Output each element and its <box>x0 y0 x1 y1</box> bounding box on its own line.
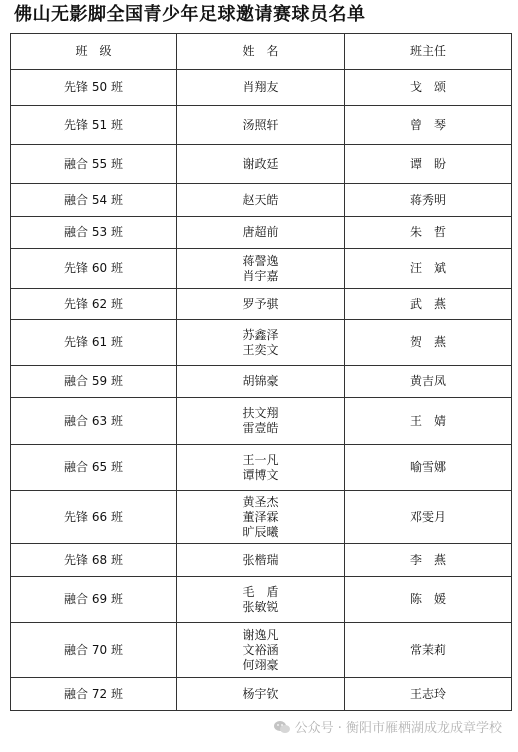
table-row <box>11 289 512 320</box>
table-row <box>11 70 512 106</box>
player-name: 赵天皓 <box>242 192 279 207</box>
teacher-cell: 朱 哲 <box>345 217 512 249</box>
class-cell: 融合 63 班 <box>11 398 177 445</box>
names-cell <box>177 70 345 106</box>
player-name: 谭博文 <box>242 467 279 482</box>
table-row <box>11 145 512 184</box>
names-cell <box>177 217 345 249</box>
class-cell: 先锋 61 班 <box>11 320 177 366</box>
roster-body <box>11 70 512 711</box>
names-cell <box>177 366 345 398</box>
player-name: 胡锦豪 <box>242 374 279 388</box>
table-row <box>11 320 512 366</box>
class-cell: 融合 65 班 <box>11 445 177 491</box>
names-cell <box>177 445 345 491</box>
names-cell <box>177 106 345 145</box>
player-name: 王一凡 <box>242 452 279 467</box>
watermark-text: 公众号 · 衡阳市雁栖湖成龙成章学校 <box>294 721 502 736</box>
roster-table <box>10 33 512 711</box>
player-name: 汤照轩 <box>242 117 279 132</box>
player-name: 杨宇钦 <box>242 686 279 701</box>
teacher-cell: 李 燕 <box>345 544 512 577</box>
class-cell: 融合 53 班 <box>11 217 177 249</box>
teacher-cell: 王志玲 <box>345 678 512 711</box>
wechat-icon <box>273 720 291 734</box>
player-name: 董泽霖 <box>242 509 279 524</box>
teacher-cell: 曾 琴 <box>345 106 512 145</box>
table-row <box>11 491 512 544</box>
teacher-cell: 王 婧 <box>345 398 512 445</box>
names-cell <box>177 398 345 445</box>
page-title: 佛山无影脚全国青少年足球邀请赛球员名单 <box>14 4 366 25</box>
class-cell: 先锋 62 班 <box>11 289 177 320</box>
player-name: 罗予骐 <box>242 296 279 311</box>
names-cell <box>177 249 345 289</box>
table-row <box>11 366 512 398</box>
table-row <box>11 106 512 145</box>
names-cell <box>177 320 345 366</box>
header-teacher: 班主任 <box>345 34 512 70</box>
table-header-row <box>11 34 512 70</box>
names-cell <box>177 577 345 623</box>
player-name: 肖宇嘉 <box>242 268 279 283</box>
player-name: 张敏锐 <box>242 599 279 614</box>
teacher-cell: 汪 斌 <box>345 249 512 289</box>
class-cell: 融合 55 班 <box>11 145 177 184</box>
player-name: 黄圣杰 <box>242 494 279 509</box>
player-name: 苏鑫泽 <box>242 327 279 342</box>
class-cell: 先锋 60 班 <box>11 249 177 289</box>
player-name: 文裕涵 <box>242 642 279 657</box>
table-row <box>11 544 512 577</box>
table-row <box>11 678 512 711</box>
class-cell: 融合 70 班 <box>11 623 177 678</box>
player-name: 唐超前 <box>242 225 279 239</box>
teacher-cell: 武 燕 <box>345 289 512 320</box>
player-name: 扶文翔 <box>242 406 279 420</box>
table-row <box>11 398 512 445</box>
player-name: 王奕文 <box>242 342 279 357</box>
player-name: 肖翔友 <box>242 80 279 94</box>
teacher-cell: 邓雯月 <box>345 491 512 544</box>
names-cell <box>177 623 345 678</box>
class-cell: 先锋 66 班 <box>11 491 177 544</box>
table-row <box>11 249 512 289</box>
class-cell: 融合 59 班 <box>11 366 177 398</box>
teacher-cell: 蒋秀明 <box>345 184 512 217</box>
table-row <box>11 184 512 217</box>
teacher-cell: 陈 媛 <box>345 577 512 623</box>
header-class: 班 级 <box>11 34 177 70</box>
teacher-cell: 贺 燕 <box>345 320 512 366</box>
class-cell: 先锋 50 班 <box>11 70 177 106</box>
header-name: 姓 名 <box>177 34 345 70</box>
teacher-cell: 黄吉凤 <box>345 366 512 398</box>
player-name: 谢逸凡 <box>242 627 279 642</box>
names-cell <box>177 491 345 544</box>
player-name: 雷壹皓 <box>242 421 279 435</box>
class-cell: 先锋 68 班 <box>11 544 177 577</box>
class-cell: 融合 54 班 <box>11 184 177 217</box>
names-cell <box>177 544 345 577</box>
player-name: 谢政廷 <box>242 156 279 171</box>
names-cell <box>177 289 345 320</box>
teacher-cell: 戈 颂 <box>345 70 512 106</box>
class-cell: 先锋 51 班 <box>11 106 177 145</box>
teacher-cell: 谭 盼 <box>345 145 512 184</box>
watermark <box>273 717 502 736</box>
player-name: 张楷瑞 <box>242 552 279 567</box>
player-name: 旷辰曦 <box>242 524 279 539</box>
table-row <box>11 623 512 678</box>
names-cell <box>177 678 345 711</box>
names-cell <box>177 184 345 217</box>
table-row <box>11 577 512 623</box>
class-cell: 融合 72 班 <box>11 678 177 711</box>
table-row <box>11 217 512 249</box>
table-row <box>11 445 512 491</box>
teacher-cell: 常茉莉 <box>345 623 512 678</box>
player-name: 毛 盾 <box>242 584 279 599</box>
teacher-cell: 喻雪娜 <box>345 445 512 491</box>
names-cell <box>177 145 345 184</box>
player-name: 何翊豪 <box>242 657 279 672</box>
player-name: 蒋謦逸 <box>242 253 279 268</box>
class-cell: 融合 69 班 <box>11 577 177 623</box>
